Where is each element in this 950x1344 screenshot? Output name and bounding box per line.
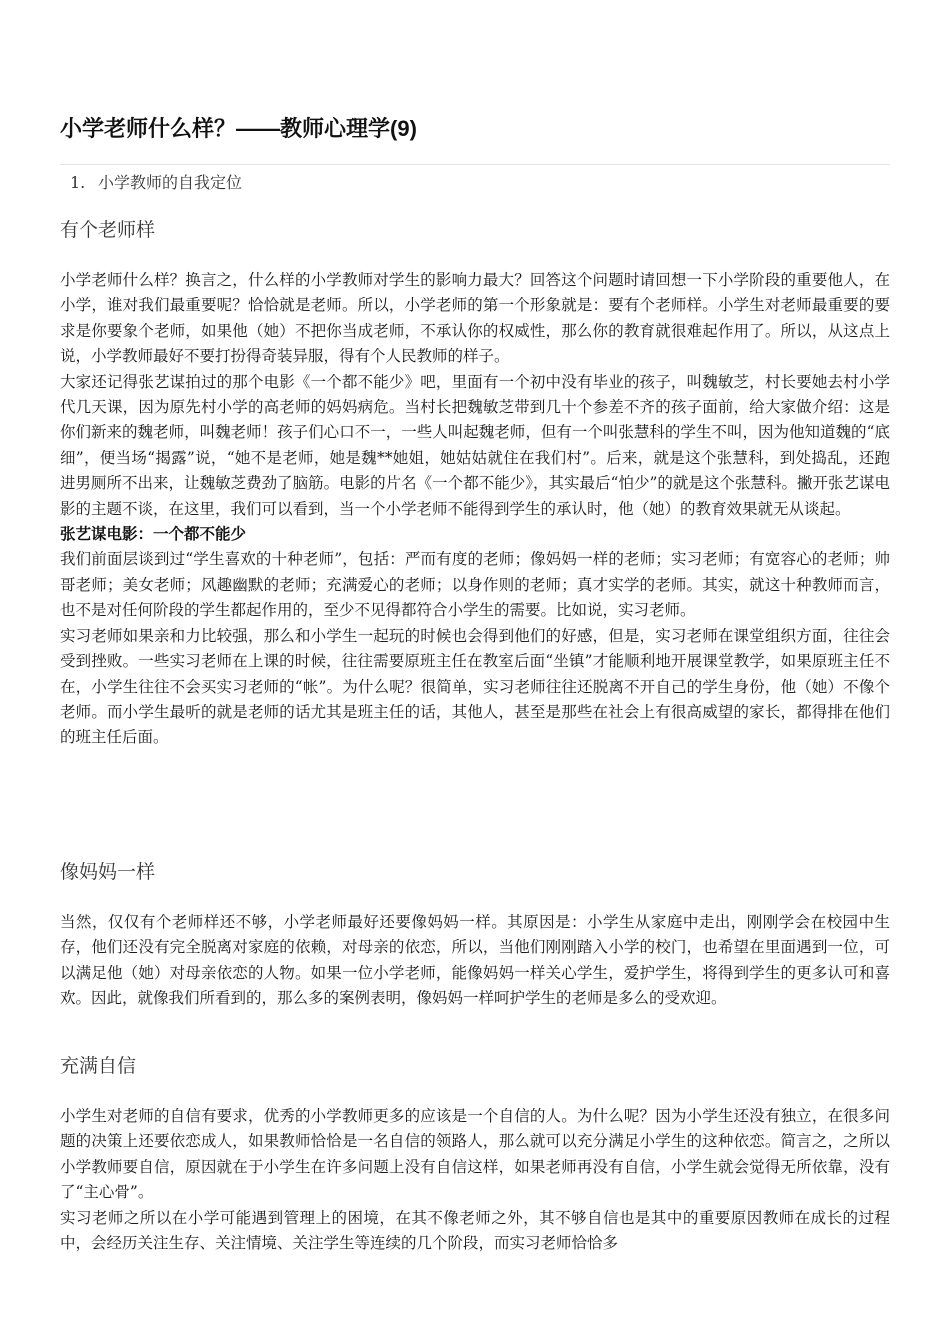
paragraph: 实习老师如果亲和力比较强，那么和小学生一起玩的时候也会得到他们的好感，但是，实习老师在课堂组织方面，往往会受到挫败。一些实习老师在上课的时候，往往需要原班主任在教室后面“坐镇”才能顺利地开展课堂教学，如果原班主任不在，小学生往往不会买实习老师的“帐”。为什么呢？很简单，实习老师往往还脱离不开自己的学生身份，他（她）不像个老师。而小学生最听的就是老师的话尤其是班主任的话，其他人，甚至是那些在社会上有很高威望的家长，都得排在他们的班主任后面。 (60, 626, 890, 747)
subheading: 张艺谋电影：一个都不能少 (60, 525, 247, 544)
toc-item-number: 1. (70, 173, 86, 192)
section-heading: 有个老师样 (60, 219, 156, 241)
paragraph: 小学生对老师的自信有要求，优秀的小学教师更多的应该是一个自信的人。为什么呢？因为小学生还没有独立，在很多问题的决策上还要依恋成人，如果教师恰恰是一名自信的领路人，那么就可以充分满足小学生的这种依恋。简言之，之所以小学教师要自信，原因就在于小学生在许多问题上没有自信这样，如果老师再没有自信，小学生就会觉得无所依靠，没有了“主心骨”。 (60, 1107, 890, 1202)
paragraph: 实习老师之所以在小学可能遇到管理上的困境，在其不像老师之外，其不够自信也是其中的重要原因教师在成长的过程中，会经历关注生存、关注情境、关注学生等连续的几个阶段，而实习老师恰恰多 (60, 1208, 890, 1253)
title-divider (60, 164, 890, 165)
article-title: 小学老师什么样？——教师心理学(9) (60, 116, 417, 141)
section-heading: 像妈妈一样 (60, 861, 156, 883)
paragraph: 我们前面层谈到过“学生喜欢的十种老师”，包括：严而有度的老师；像妈妈一样的老师；实习老师；有宽容心的老师；帅哥老师；美女老师；风趣幽默的老师；充满爱心的老师；以身作则的老师；真才实学的老师。其实，就这十种教师而言，也不是对任何阶段的学生都起作用的，至少不见得都符合小学生的需要。比如说，实习老师。 (60, 550, 890, 620)
toc-item-label: 小学教师的自我定位 (98, 173, 243, 192)
table-of-contents (70, 170, 242, 196)
section-teacher-like (60, 216, 890, 751)
paragraph: 当然，仅仅有个老师样还不够，小学老师最好还要像妈妈一样。其原因是：小学生从家庭中走出，刚刚学会在校园中生存，他们还没有完全脱离对家庭的依赖，对母亲的依恋，所以，当他们刚刚踏入小学的校门，也希望在里面遇到一位，可以满足他（她）对母亲依恋的人物。如果一位小学老师，能像妈妈一样关心学生，爱护学生，将得到学生的更多认可和喜欢。因此，就像我们所看到的，那么多的案例表明，像妈妈一样呵护学生的老师是多么的受欢迎。 (60, 913, 890, 1008)
toc-item[interactable] (70, 170, 242, 196)
section-like-mother (60, 858, 890, 1012)
paragraph: 小学老师什么样？换言之，什么样的小学教师对学生的影响力最大？回答这个问题时请回想一下小学阶段的重要他人，在小学，谁对我们最重要呢？恰恰就是老师。所以，小学老师的第一个形象就是：要有个老师样。小学生对老师最重要的要求是你要象个老师，如果他（她）不把你当成老师，不承认你的权威性，那么你的教育就很难起作用了。所以，从这点上说，小学教师最好不要打扮得奇装异服，得有个人民教师的样子。 (60, 271, 890, 366)
section-heading: 充满自信 (60, 1055, 137, 1077)
section-confidence (60, 1052, 890, 1256)
paragraph: 大家还记得张艺谋拍过的那个电影《一个都不能少》吧，里面有一个初中没有毕业的孩子，叫魏敏芝，村长要她去村小学代几天课，因为原先村小学的高老师的妈妈病危。当村长把魏敏芝带到几十个参差不齐的孩子面前，给大家做介绍：这是你们新来的魏老师，叫魏老师！孩子们心口不一，一些人叫起魏老师，但有一个叫张慧科的学生不叫，因为他知道魏的“底细”，便当场“揭露”说，“她不是老师，她是魏**她姐，她姑姑就住在我们村”。后来，就是这个张慧科，到处捣乱，还跑进男厕所不出来，让魏敏芝费劲了脑筋。电影的片名《一个都不能少》，其实最后“怕少”的就是这个张慧科。撇开张艺谋电影的主题不谈，在这里，我们可以看到，当一个小学老师不能得到学生的承认时，他（她）的教育效果就无从谈起。 (60, 372, 890, 518)
